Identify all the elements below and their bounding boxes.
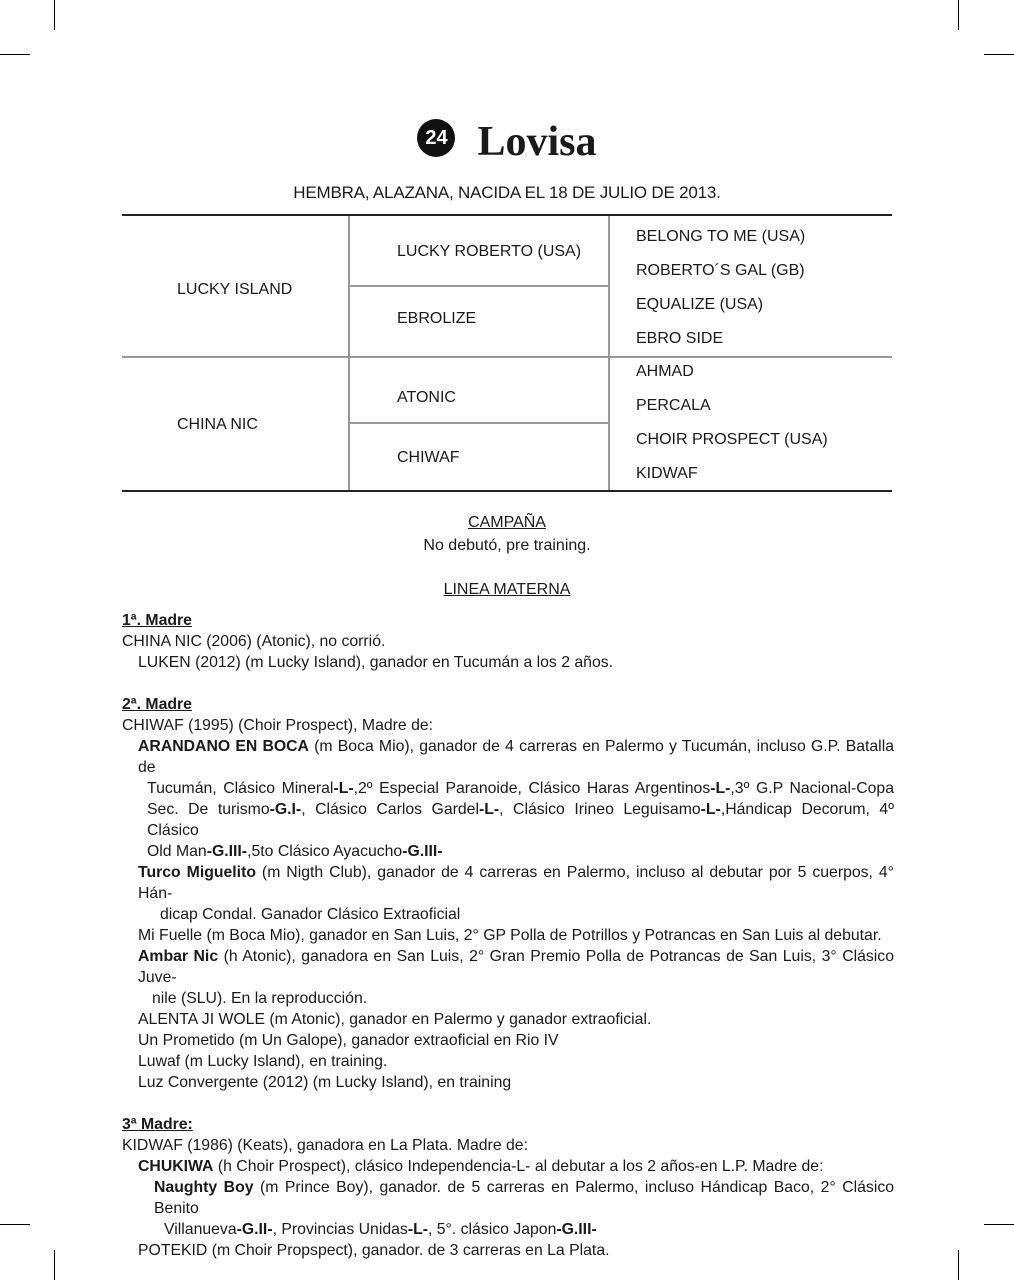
- ancestor-ggp: CHOIR PROSPECT (USA): [636, 431, 828, 448]
- page-header: [0, 118, 1014, 166]
- grade: -G.II-: [236, 1221, 273, 1238]
- crop-mark: [984, 54, 1014, 55]
- ancestor-ggp: KIDWAF: [636, 465, 698, 482]
- grade: -L-: [700, 801, 721, 818]
- table-rule: [349, 422, 609, 424]
- ancestor-ggp: ROBERTO´S GAL (GB): [636, 262, 805, 279]
- grade: -L-: [478, 801, 500, 818]
- list-item: [122, 1177, 894, 1219]
- ancestor-ggp: PERCALA: [636, 397, 711, 414]
- list-item: LUKEN (2012) (m Lucky Island), ganador en Tucumán a los 2 años.: [138, 654, 614, 671]
- first-dam-line: CHINA NIC (2006) (Atonic), no corrió.: [122, 633, 386, 650]
- crop-mark: [54, 0, 55, 30]
- grade: -G.III-: [556, 1221, 597, 1238]
- offspring-text: (m Boca Mio), ganador de 4 carreras en Palermo y Tucumán, incluso G.P. Batalla de: [138, 738, 894, 776]
- offspring-text: (h Choir Prospect), clásico Independencia-L- al debutar a los 2 años-en L.P. Madre de:: [213, 1158, 824, 1175]
- sire: LUCKY ISLAND: [177, 281, 293, 298]
- list-item-cont: [122, 799, 894, 841]
- list-item: [122, 862, 894, 904]
- pedigree-table: [122, 214, 892, 492]
- offspring-text: ,2º Especial Paranoide, Clásico Haras Argentinos: [353, 780, 711, 797]
- ancestor-ggp: AHMAD: [636, 363, 694, 380]
- table-rule: [608, 216, 610, 490]
- offspring-text: ,5to Clásico Ayacucho: [247, 843, 403, 860]
- list-item: Luz Convergente (2012) (m Lucky Island), en training: [138, 1074, 512, 1091]
- offspring-name: Ambar Nic: [138, 948, 219, 965]
- list-item: [122, 736, 894, 778]
- offspring-text: (m Nigth Club), ganador de 4 carreras en Palermo, incluso al debutar por 5 cuerpos, 4° Hán-: [138, 864, 894, 902]
- lot-number-badge: 24: [417, 119, 455, 157]
- ancestor-ggp: EQUALIZE (USA): [636, 296, 764, 313]
- maternal-line-title: LINEA MATERNA: [443, 581, 571, 598]
- crop-mark: [958, 1250, 959, 1280]
- grade: -G.I-: [269, 801, 302, 818]
- dam-dam: CHIWAF: [397, 449, 460, 466]
- dam: CHINA NIC: [177, 416, 258, 433]
- list-item-cont: [122, 778, 894, 799]
- ancestor-ggp: EBRO SIDE: [636, 330, 724, 347]
- crop-mark: [984, 1224, 1014, 1225]
- list-item: [122, 946, 894, 988]
- offspring-text: Tucumán, Clásico Mineral: [147, 780, 334, 797]
- grade: -G.III-: [402, 843, 443, 860]
- second-dam-line: CHIWAF (1995) (Choir Prospect), Madre de:: [122, 717, 434, 734]
- crop-mark: [958, 0, 959, 30]
- offspring-text: Sec. De turismo: [147, 801, 270, 818]
- table-rule: [122, 214, 892, 216]
- second-dam-title: 2ª. Madre: [122, 696, 192, 713]
- offspring-text: ,3º G.P Nacional-Copa: [730, 780, 894, 797]
- offspring-name: CHUKIWA: [138, 1158, 214, 1175]
- table-rule: [349, 285, 609, 287]
- offspring-text: , 5°. clásico Japon: [427, 1221, 557, 1238]
- sire-dam: EBROLIZE: [397, 310, 477, 327]
- third-dam-title: 3ª Madre:: [122, 1116, 193, 1133]
- horse-name: Lovisa: [477, 119, 597, 165]
- offspring-text: (m Prince Boy), ganador. de 5 carreras en Palermo, incluso Hándicap Baco, 2° Clásico Benito: [154, 1179, 895, 1217]
- list-item-cont: nile (SLU). En la reproducción.: [152, 990, 368, 1007]
- campaign-title: CAMPAÑA: [468, 514, 546, 531]
- table-rule: [348, 216, 350, 490]
- list-item: ALENTA JI WOLE (m Atonic), ganador en Palermo y ganador extraoficial.: [138, 1011, 652, 1028]
- offspring-text: (h Atonic), ganadora en San Luis, 2° Gran Premio Polla de Potrancas de San Luis, 3° Clásico Juve-: [138, 948, 894, 986]
- offspring-text: Old Man: [147, 843, 207, 860]
- dam-sire: ATONIC: [397, 389, 456, 406]
- offspring-name: Naughty Boy: [154, 1179, 254, 1196]
- list-item: POTEKID (m Choir Propspect), ganador. de 3 carreras en La Plata.: [138, 1242, 610, 1259]
- table-rule: [122, 490, 892, 492]
- list-item-cont: [122, 841, 894, 862]
- third-dam-line: KIDWAF (1986) (Keats), ganadora en La Plata. Madre de:: [122, 1137, 528, 1154]
- offspring-text: , Clásico Carlos Gardel: [301, 801, 479, 818]
- crop-mark: [0, 1224, 30, 1225]
- list-item: [122, 1156, 894, 1177]
- crop-mark: [0, 54, 30, 55]
- offspring-text: ,Hándicap Decorum, 4º Clásico: [147, 801, 894, 839]
- ancestor-ggp: BELONG TO ME (USA): [636, 228, 806, 245]
- first-dam-title: 1ª. Madre: [122, 612, 192, 629]
- table-rule: [122, 356, 892, 358]
- offspring-text: , Provincias Unidas: [272, 1221, 408, 1238]
- offspring-name: Turco Miguelito: [138, 864, 256, 881]
- list-item: Mi Fuelle (m Boca Mio), ganador en San Luis, 2° GP Polla de Potrillos y Potrancas en San Luis al debutar.: [138, 927, 882, 944]
- horse-description: HEMBRA, ALAZANA, NACIDA EL 18 DE JULIO DE 2013.: [293, 183, 721, 202]
- grade: -G.III-: [206, 843, 248, 860]
- crop-mark: [54, 1250, 55, 1280]
- offspring-text: , Clásico Irineo Leguisamo: [499, 801, 701, 818]
- list-item-cont: [122, 1219, 894, 1240]
- offspring-text: Villanueva: [164, 1221, 237, 1238]
- maternal-line-body: [122, 610, 894, 1261]
- list-item: Un Prometido (m Un Galope), ganador extraoficial en Rio IV: [138, 1032, 559, 1049]
- sire-sire: LUCKY ROBERTO (USA): [397, 243, 582, 260]
- offspring-name: ARANDANO EN BOCA: [138, 738, 309, 755]
- grade: -L-: [710, 780, 731, 797]
- campaign-text: No debutó, pre training.: [423, 537, 591, 554]
- grade: -L-: [407, 1221, 428, 1238]
- grade: -L-: [333, 780, 354, 797]
- list-item: Luwaf (m Lucky Island), en training.: [138, 1053, 388, 1070]
- list-item-cont: dicap Condal. Ganador Clásico Extraoficial: [160, 906, 461, 923]
